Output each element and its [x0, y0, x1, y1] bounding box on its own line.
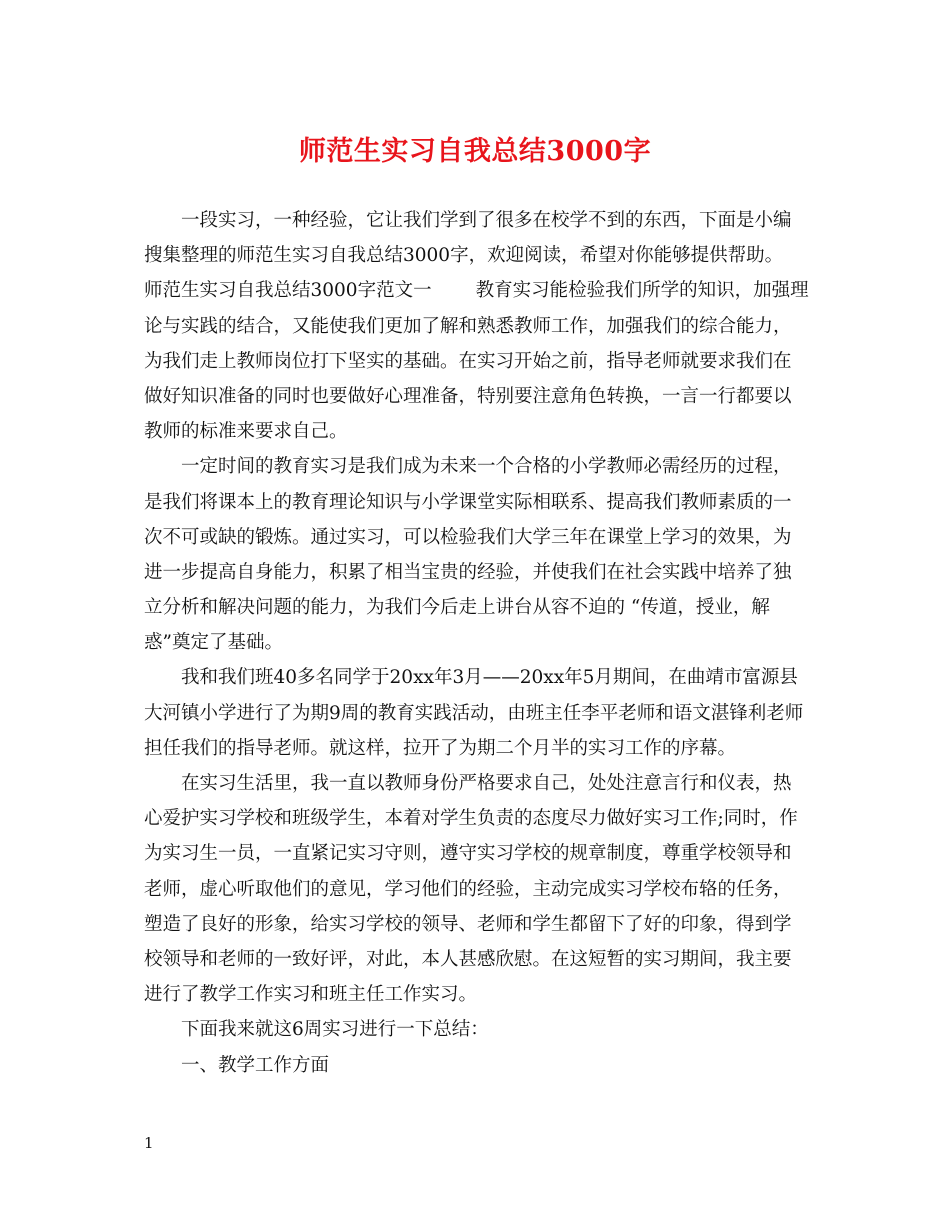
text-line: 立分析和解决问题的能力，为我们今后走上讲台从容不迫的 “传道，授业，解 [144, 597, 770, 619]
text-line [144, 273, 812, 308]
document-body [144, 203, 812, 1083]
text-line: 下面我来就这6周实习进行一下总结： [181, 1019, 489, 1041]
text-line: 一定时间的教育实习是我们成为未来一个合格的小学教师必需经历的过程， [181, 456, 792, 478]
text-line: 一段实习，一种经验，它让我们学到了很多在校学不到的东西，下面是小编 [181, 210, 792, 231]
page-number: 1 [144, 1134, 154, 1152]
text-line: 次不可或缺的锻炼。通过实习，可以检验我们大学三年在课堂上学习的效果，为 [144, 526, 792, 548]
section-heading: 师范生实习自我总结3000字范文一 [144, 280, 432, 302]
text-line: 进行了教学工作实习和班主任工作实习。 [144, 984, 478, 1006]
text-line: 我和我们班40多名同学于20xx年3月——20xx年5月期间，在曲靖市富源县 [181, 667, 798, 689]
document-title: 师范生实习自我总结3000字 [298, 136, 652, 167]
text-line: 进一步提高自身能力，积累了相当宝贵的经验，并使我们在社会实践中培养了独 [144, 561, 792, 583]
section-heading: 一、教学工作方面 [181, 1054, 330, 1076]
text-line: 为我们走上教师岗位打下坚实的基础。在实习开始之前，指导老师就要求我们在 [144, 350, 792, 372]
text-line: 塑造了良好的形象，给实习学校的领导、老师和学生都留下了好的印象，得到学 [144, 913, 792, 935]
text-line: 为实习生一员，一直紧记实习守则，遵守实习学校的规章制度，尊重学校领导和 [144, 843, 792, 865]
text-line: 做好知识准备的同时也要做好心理准备，特别要注意角色转换，一言一行都要以 [144, 385, 792, 407]
text-line: 论与实践的结合，又能使我们更加了解和熟悉教师工作，加强我们的综合能力， [144, 315, 792, 337]
text-line: 惑”奠定了基础。 [144, 632, 283, 654]
text-line: 心爱护实习学校和班级学生，本着对学生负责的态度尽力做好实习工作;同时，作 [144, 808, 798, 830]
text-line: 老师，虚心听取他们的意见，学习他们的经验，主动完成实习学校布辂的任务， [144, 878, 792, 900]
text-line: 大河镇小学进行了为期9周的教育实践活动，由班主任李平老师和语文湛锋利老师 [144, 702, 804, 724]
text-line: 教师的标准来要求自己。 [144, 421, 348, 443]
text-span: 教育实习能检验我们所学的知识，加强理 [475, 280, 809, 302]
text-line: 担任我们的指导老师。就这样，拉开了为期二个月半的实习工作的序幕。 [144, 737, 737, 759]
text-line: 在实习生活里，我一直以教师身份严格要求自己，处处注意言行和仪表，热 [181, 773, 792, 794]
text-line: 校领导和老师的一致好评，对此，本人甚感欣慰。在这短暂的实习期间，我主要 [144, 948, 792, 970]
text-line: 搜集整理的师范生实习自我总结3000字，欢迎阅读，希望对你能够提供帮助。 [144, 245, 784, 267]
text-line: 是我们将课本上的教育理论知识与小学课堂实际相联系、提高我们教师素质的一 [144, 491, 792, 513]
